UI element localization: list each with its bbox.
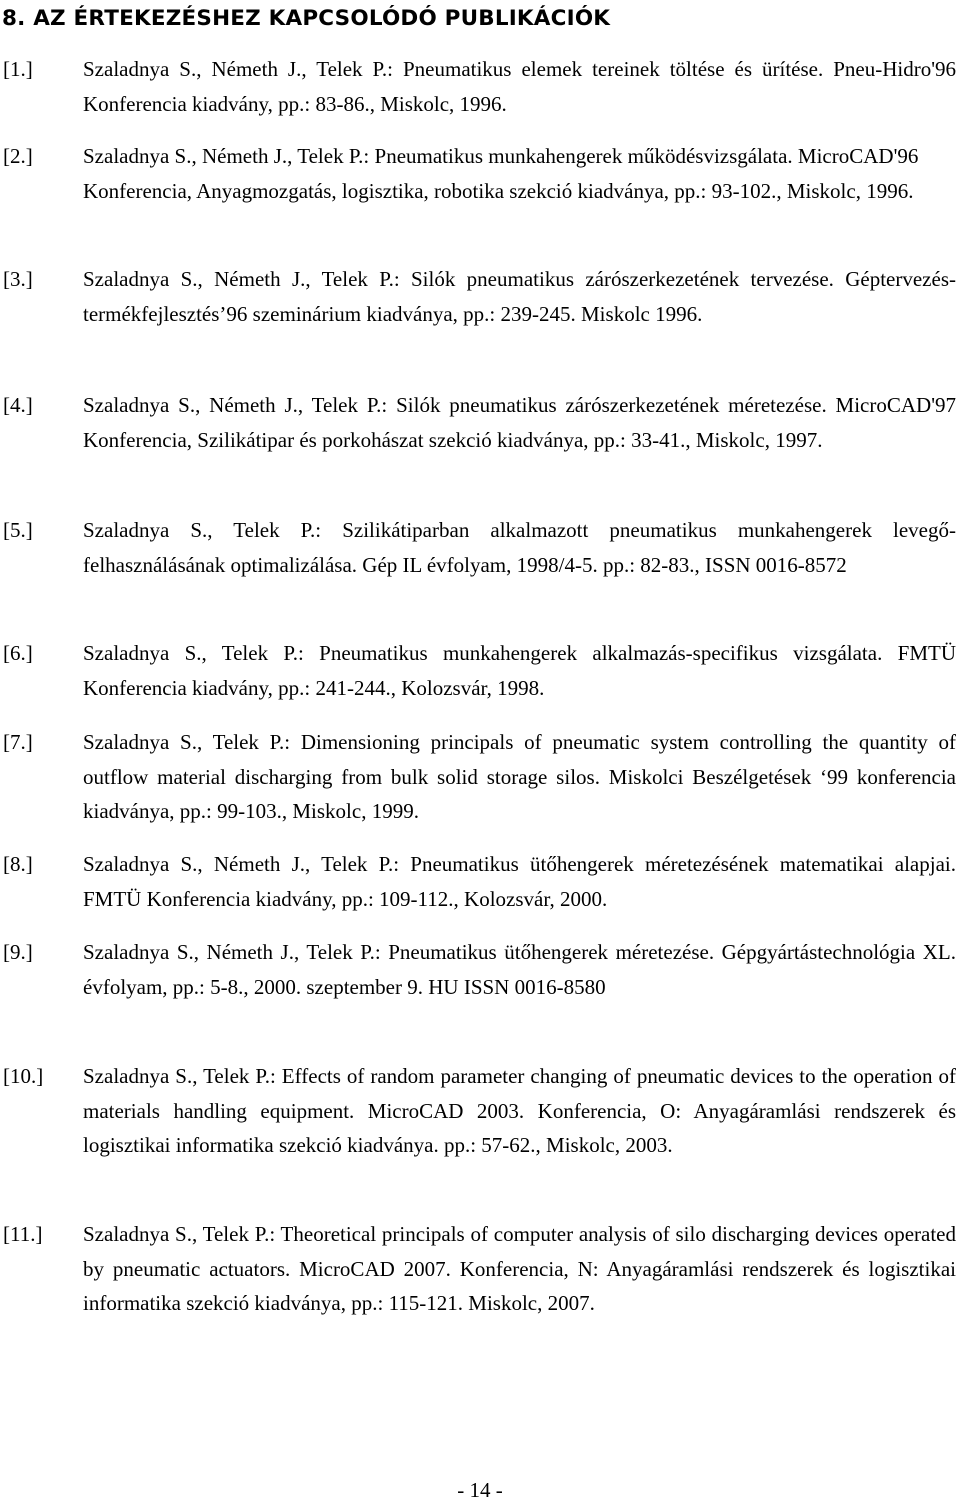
reference-number: [10.] [3,1064,44,1088]
reference-number: [3.] [3,267,33,291]
reference-text: Szaladnya S., Németh J., Telek P.: Silók pneumatikus zárószerkezetének méretezése. MicroCAD'97 Konferencia, Szilikátipar és porkohászat szekció kiadványa, pp.: 33-41., Miskolc, 1997. [83,393,956,452]
reference-text: Szaladnya S., Telek P.: Theoretical principals of computer analysis of silo discharging devices operated by pneumatic actuators. MicroCAD 2007. Konferencia, N: Anyagáramlási rendszerek és logisztikai informatika szekció kiadványa, pp.: 115-121. Miskolc, 2007. [83,1222,956,1315]
reference-text: Szaladnya S., Telek P.: Effects of random parameter changing of pneumatic devices to the operation of materials handling equipment. MicroCAD 2003. Konferencia, O: Anyagáramlási rendszerek és logisztikai informatika szekció kiadványa. pp.: 57-62., Miskolc, 2003. [83,1064,956,1157]
reference-number: [7.] [3,730,33,754]
reference-number: [8.] [3,852,33,876]
reference-text: Szaladnya S., Németh J., Telek P.: Pneumatikus ütőhengerek méretezésének matematikai alapjai. FMTÜ Konferencia kiadvány, pp.: 109-112., Kolozsvár, 2000. [83,852,956,911]
reference-text: Szaladnya S., Telek P.: Pneumatikus munkahengerek alkalmazás-specifikus vizsgálata. FMTÜ Konferencia kiadvány, pp.: 241-244., Kolozsvár, 1998. [83,641,956,700]
reference-number: [9.] [3,940,33,964]
reference-text: Szaladnya S., Telek P.: Dimensioning principals of pneumatic system controlling the quantity of outflow material discharging from bulk solid storage silos. Miskolci Beszélgetések ‘99 konferencia kiadványa, pp.: 99-103., Miskolc, 1999. [83,730,956,823]
reference-text: Szaladnya S., Telek P.: Szilikátiparban alkalmazott pneumatikus munkahengerek levegő-felhasználásának optimalizálása. Gép IL évfolyam, 1998/4-5. pp.: 82-83., ISSN 0016-8572 [83,518,956,577]
reference-number: [11.] [3,1222,43,1246]
reference-text: Szaladnya S., Németh J., Telek P.: Pneumatikus munkahengerek működésvizsgálata. MicroCAD'96 Konferencia, Anyagmozgatás, logisztika, robotika szekció kiadványa, pp.: 93-102., Miskolc, 1996. [83,144,919,203]
reference-number: [4.] [3,393,33,417]
reference-number: [2.] [3,144,33,168]
reference-text: Szaladnya S., Németh J., Telek P.: Silók pneumatikus zárószerkezetének tervezése. Géptervezés-termékfejlesztés’96 szeminárium kiadványa, pp.: 239-245. Miskolc 1996. [83,267,956,326]
reference-number: [6.] [3,641,33,665]
reference-text: Szaladnya S., Németh J., Telek P.: Pneumatikus ütőhengerek méretezése. Gépgyártástechnológia XL. évfolyam, pp.: 5-8., 2000. szeptember 9. HU ISSN 0016-8580 [83,940,956,999]
page-number: - 14 - [457,1478,503,1502]
reference-number: [1.] [3,57,33,81]
reference-number: [5.] [3,518,33,542]
reference-text: Szaladnya S., Németh J., Telek P.: Pneumatikus elemek tereinek töltése és ürítése. Pneu-Hidro'96 Konferencia kiadvány, pp.: 83-86., Miskolc, 1996. [83,57,956,116]
section-heading: 8. AZ ÉRTEKEZÉSHEZ KAPCSOLÓDÓ PUBLIKÁCIÓK [2,6,611,31]
